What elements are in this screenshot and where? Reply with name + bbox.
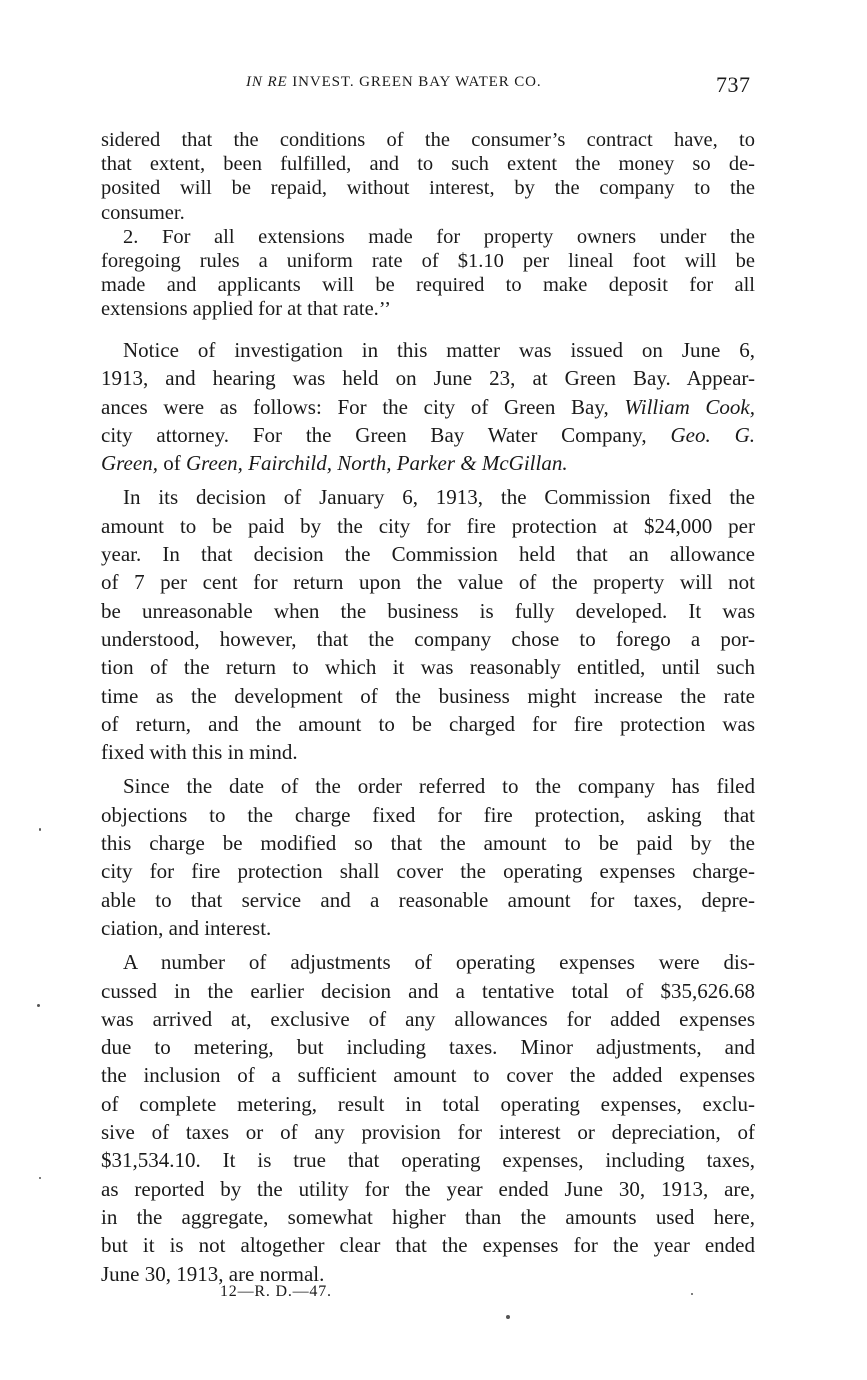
text-line: extensions applied for at that rate.’’ — [101, 298, 391, 321]
text-line: consumer. — [101, 201, 185, 224]
text-line: A number of adjustments of operating expenses were dis- — [123, 950, 755, 975]
scan-speck — [39, 828, 41, 831]
text-line: $31,534.10. It is true that operating expenses, including taxes, — [101, 1148, 755, 1173]
scan-speck — [506, 1315, 510, 1319]
text-line: sidered that the conditions of the consumer’s contract have, to — [101, 129, 755, 151]
text-line: tion of the return to which it was reasonably entitled, until such — [101, 655, 755, 680]
text-line: fixed with this in mind. — [101, 740, 298, 765]
scan-speck — [37, 1004, 40, 1007]
text-line: year. In that decision the Commission held that an allowance — [101, 542, 755, 567]
text-line: cussed in the earlier decision and a tentative total of $35,626.68 — [101, 978, 755, 1003]
body-text — [101, 336, 755, 1288]
scan-speck — [691, 1293, 693, 1295]
text-line: Notice of investigation in this matter was issued on June 6, — [123, 338, 755, 362]
text-line: of return, and the amount to be charged for fire protection was — [101, 711, 755, 736]
paragraph-decision — [101, 483, 755, 766]
paragraph-adjustments — [101, 948, 755, 1288]
text-line: amount to be paid by the city for fire protection at $24,000 per — [101, 513, 755, 538]
printer-signature-mark: 12—R. D.—47. — [220, 1283, 332, 1300]
text-line: be unreasonable when the business is fully developed. It was — [101, 598, 755, 623]
text-line: understood, however, that the company chose to forego a por- — [101, 626, 755, 651]
text-line: as reported by the utility for the year ended June 30, 1913, are, — [101, 1176, 755, 1201]
quoted-rules-block — [101, 128, 755, 322]
text-line: ances were as follows: For the city of Green Bay, William Cook, — [101, 394, 756, 419]
text-line: able to that service and a reasonable amount for taxes, depre- — [101, 887, 755, 912]
text-line: time as the development of the business might increase the rate — [101, 683, 755, 708]
text-line: this charge be modified so that the amount to be paid by the — [101, 831, 755, 856]
text-line: foregoing rules a uniform rate of $1.10 per lineal foot will be — [101, 250, 755, 273]
text-line: in the aggregate, somewhat higher than the amounts used here, — [101, 1204, 755, 1229]
scan-speck — [39, 1177, 41, 1179]
text-line: objections to the charge fixed for fire protection, asking that — [101, 802, 755, 827]
text-line: the inclusion of a sufficient amount to cover the added expenses — [101, 1063, 755, 1088]
text-line: posited will be repaid, without interest, by the company to the — [101, 177, 755, 200]
text-line: ciation, and interest. — [101, 915, 272, 940]
text-line: of complete metering, result in total operating expenses, exclu- — [101, 1091, 755, 1116]
text-line: Green, of Green, Fairchild, North, Parker & McGillan. — [101, 451, 568, 476]
text-line: made and applicants will be required to make deposit for all — [101, 274, 755, 297]
text-line: was arrived at, exclusive of any allowances for added expenses — [101, 1006, 755, 1031]
text-line: 1913, and hearing was held on June 23, at Green Bay. Appear- — [101, 366, 755, 391]
counsel-name: Geo. G. — [670, 422, 755, 447]
text-line: but it is not altogether clear that the expenses for the year ended — [101, 1233, 755, 1258]
text-line: June 30, 1913, are normal. — [101, 1261, 325, 1286]
text-line: city for fire protection shall cover the operating expenses charge- — [101, 859, 755, 884]
text-line: 2. For all extensions made for property owners under the — [123, 225, 755, 248]
text-line: sive of taxes or of any provision for interest or depreciation, of — [101, 1120, 755, 1145]
running-head-title: IN RE INVEST. GREEN BAY WATER CO. — [246, 74, 542, 90]
paragraph-objections — [101, 772, 755, 942]
running-header — [0, 72, 867, 102]
text-line: In its decision of January 6, 1913, the Commission fixed the — [123, 485, 755, 510]
text-line: Since the date of the order referred to the company has filed — [123, 774, 755, 799]
text-line: city attorney. For the Green Bay Water Company, Geo. G. — [101, 422, 755, 447]
text-line: due to metering, but including taxes. Minor adjustments, and — [101, 1035, 755, 1060]
page-number: 737 — [716, 72, 751, 97]
text-line: that extent, been fulfilled, and to such extent the money so de- — [101, 153, 755, 176]
paragraph-notice — [101, 336, 755, 477]
law-firm-name: Green, Fairchild, North, Parker & McGillan. — [185, 451, 568, 476]
attorney-name: William Cook, — [624, 394, 756, 419]
text-line: of 7 per cent for return upon the value of the property will not — [101, 570, 755, 595]
